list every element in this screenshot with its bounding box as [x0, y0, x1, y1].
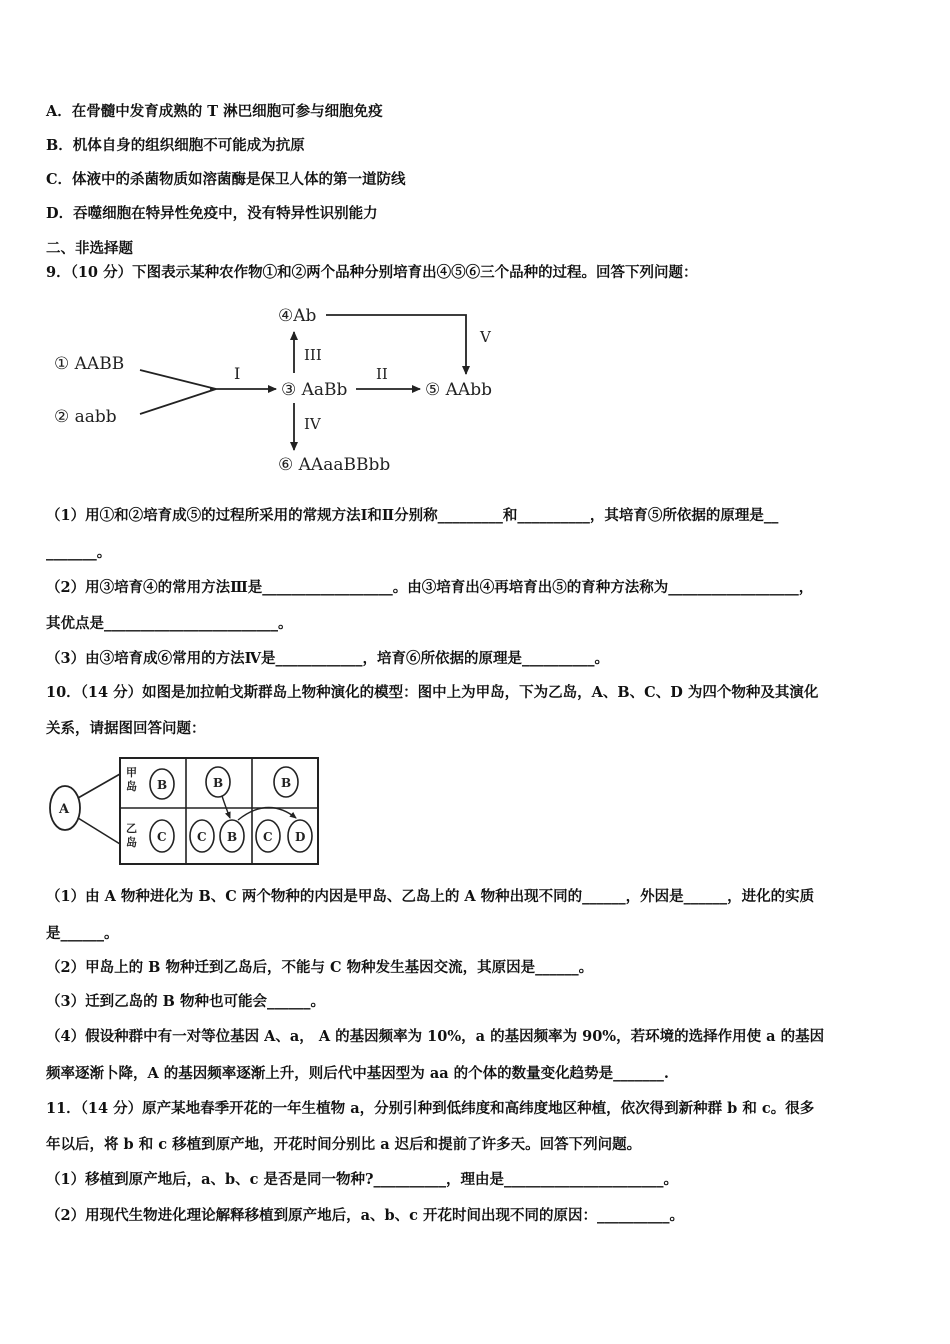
q10-part4-line1: （4）假设种群中有一对等位基因 A、a， A 的基因频率为 10%，a 的基因频率为 90%，若环境的选择作用使 a 的基因	[46, 1028, 825, 1045]
q9-part1-line1: （1）用①和②培育成⑤的过程所采用的常规方法Ⅰ和Ⅱ分别称_________和__________，其培育⑤所依据的原理是__	[46, 507, 779, 524]
q11-stem-line2: 年以后，将 b 和 c 移植到原产地，开花时间分别比 a 迟后和提前了许多天。回答下列问题。	[46, 1136, 642, 1153]
node-aabb-target: ⑤ AAbb	[425, 380, 492, 400]
q11-part1: （1）移植到原产地后，a、b、c 是否是同一物种?__________，理由是______________________。	[46, 1171, 678, 1188]
island-grid	[120, 758, 318, 864]
species-b-cell2-label: B	[213, 776, 224, 790]
cross-line-top	[140, 370, 216, 389]
q11-part2: （2）用现代生物进化理论解释移植到原产地后，a、b、c 开花时间出现不同的原因：__________。	[46, 1207, 684, 1224]
species-b-cell1-label: B	[157, 778, 168, 792]
q9-part3: （3）由③培育成⑥常用的方法Ⅳ是____________，培育⑥所依据的原理是__________。	[46, 650, 610, 667]
q10-part3: （3）迁到乙岛的 B 物种也可能会______。	[46, 993, 325, 1010]
q10-part2: （2）甲岛上的 B 物种迁到乙岛后，不能与 C 物种发生基因交流，其原因是______。	[46, 959, 594, 976]
species-c-cell2-label: C	[197, 830, 207, 844]
node-aabb-recessive: ② aabb	[54, 407, 117, 427]
label-iii: III	[304, 346, 322, 364]
option-d: D．吞噬细胞在特异性免疫中，没有特异性识别能力	[46, 205, 378, 222]
q10-stem-line1: 10．（14 分）如图是加拉帕戈斯群岛上物种演化的模型：图中上为甲岛，下为乙岛，A、B、C、D 为四个物种及其演化	[46, 684, 819, 701]
q9-part1-line2: _______。	[46, 544, 112, 561]
option-a: A．在骨髓中发育成熟的 T 淋巴细胞可参与细胞免疫	[46, 103, 383, 120]
q10-part1-line2: 是______。	[46, 925, 119, 942]
q10-stem-line2: 关系，请据图回答问题：	[46, 720, 206, 737]
q10-island-diagram	[46, 754, 326, 872]
q9-part2-line1: （2）用③培育④的常用方法Ⅲ是__________________。由③培育出④再培育出⑤的育种方法称为__________________，	[46, 579, 814, 596]
option-b: B．机体自身的组织细胞不可能成为抗原	[46, 137, 305, 154]
species-c-cell1-label: C	[157, 830, 167, 844]
q9-breeding-diagram	[44, 298, 514, 478]
label-jia-dao: 岛	[126, 780, 137, 793]
species-b-migrated-label: B	[227, 830, 238, 844]
node-f1: ③ AaBb	[281, 380, 348, 400]
section-title: 二、非选择题	[46, 240, 133, 257]
q9-part2-line2: 其优点是________________________。	[46, 615, 293, 632]
q10-part1-line1: （1）由 A 物种进化为 B、C 两个物种的内因是甲岛、乙岛上的 A 物种出现不同的______，外因是______，进化的实质	[46, 888, 815, 905]
label-v: V	[480, 328, 491, 346]
label-yi-dao: 岛	[126, 836, 137, 849]
species-b-cell3-label: B	[281, 776, 292, 790]
evolution-arc-arrow	[238, 807, 296, 820]
q11-stem-line1: 11．（14 分）原产某地春季开花的一年生植物 a，分别引种到低纬度和高纬度地区种植，依次得到新种群 b 和 c。很多	[46, 1100, 815, 1117]
label-ii: II	[376, 365, 388, 383]
q9-stem: 9．（10 分）下图表示某种农作物①和②两个品种分别培育出④⑤⑥三个品种的过程。回答下列问题：	[46, 264, 698, 281]
arrow-v	[326, 315, 466, 374]
label-yi: 乙	[126, 822, 137, 835]
option-c: C．体液中的杀菌物质如溶菌酶是保卫人体的第一道防线	[46, 171, 406, 188]
q10-part4-line2: 频率逐渐卜降，A 的基因频率逐渐上升，则后代中基因型为 aa 的个体的数量变化趋势是_______.	[46, 1065, 669, 1082]
label-iv: IV	[304, 415, 321, 433]
node-haploid: ④Ab	[278, 306, 317, 326]
label-jia: 甲	[126, 766, 137, 779]
label-i: I	[234, 364, 241, 383]
a-to-yi-line	[78, 818, 120, 844]
migration-arrow	[222, 796, 230, 818]
node-tetraploid: ⑥ AAaaBBbb	[278, 455, 391, 475]
node-aabb-parent: ① AABB	[54, 354, 125, 374]
species-a-label: A	[59, 802, 70, 817]
a-to-jia-line	[78, 774, 120, 798]
species-d-label: D	[295, 830, 306, 844]
species-c-cell3-label: C	[263, 830, 273, 844]
cross-line-bottom	[140, 389, 216, 414]
